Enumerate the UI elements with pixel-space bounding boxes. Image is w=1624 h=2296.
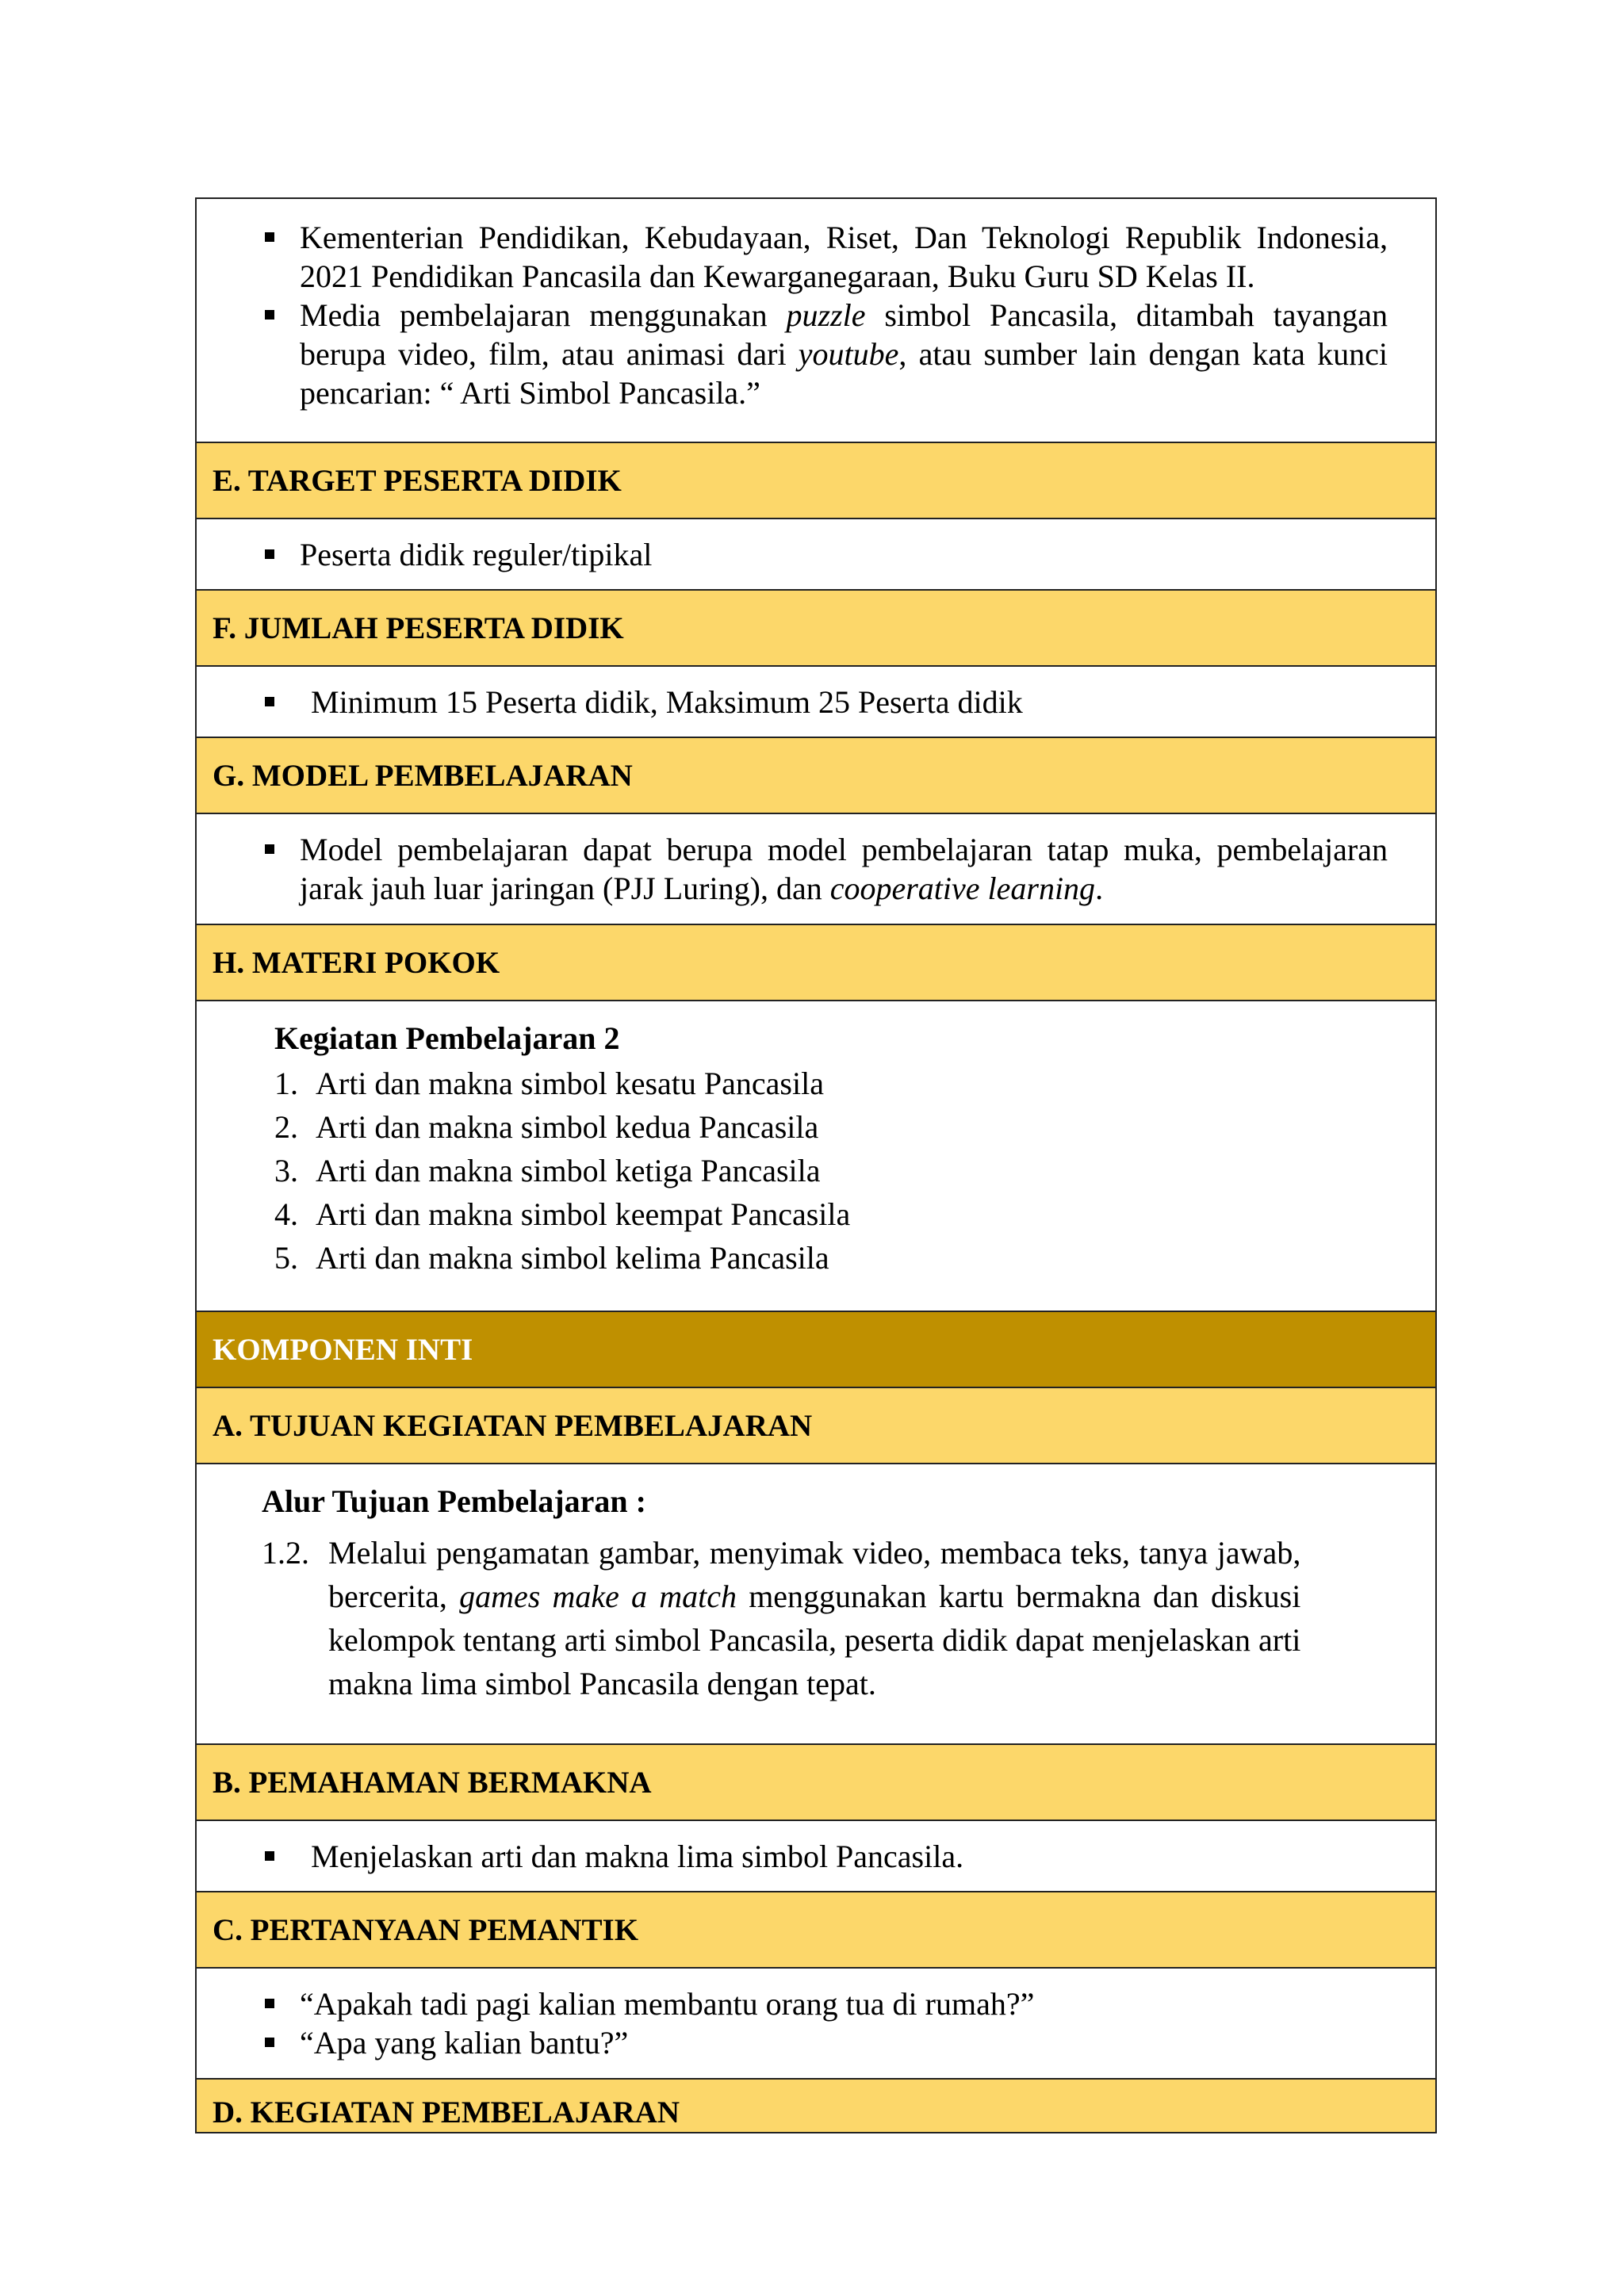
lesson-plan-table (195, 197, 1437, 2133)
section-body (196, 1820, 1436, 1892)
objective-text (328, 1531, 1300, 1705)
item-number: 5. (274, 1240, 298, 1276)
objective-line-part: bercerita, (328, 1578, 460, 1614)
section-body (196, 519, 1436, 590)
list-item (197, 830, 1435, 908)
bullet-icon (265, 232, 274, 242)
item-number: 2. (274, 1109, 298, 1145)
bullet-icon (265, 697, 274, 706)
objective-line (257, 1575, 1300, 1618)
section-title: H. MATERI POKOK (196, 924, 1436, 1001)
item-text: Arti dan makna simbol kesatu Pancasila (316, 1066, 824, 1101)
item-number: 1.2. (262, 1535, 309, 1571)
section-title: B. PEMAHAMAN BERMAKNA (196, 1744, 1436, 1820)
media-text-em: youtube (798, 336, 899, 372)
item-text: Arti dan makna simbol ketiga Pancasila (316, 1153, 821, 1188)
section-body (196, 813, 1436, 924)
section-title: A. TUJUAN KEGIATAN PEMBELAJARAN (196, 1387, 1436, 1464)
objective-line-part: menggunakan kartu bermakna dan diskusi (737, 1578, 1301, 1614)
question-text: “Apa yang kalian bantu?” (300, 2025, 629, 2061)
media-text: , atau sumber lain dengan kata kunci pencarian: “ Arti Simbol Pancasila.” (300, 336, 1388, 411)
media-text-em: puzzle (786, 297, 866, 333)
list-item (197, 683, 1435, 721)
bullet-icon (265, 310, 274, 320)
section-title: F. JUMLAH PESERTA DIDIK (196, 590, 1436, 666)
list-item (197, 2023, 1435, 2062)
list-item (197, 296, 1435, 412)
bullet-text: Menjelaskan arti dan makna lima simbol Pancasila. (311, 1838, 964, 1874)
bullet-text: Model pembelajaran dapat berupa model pembelajaran tatap muka, pembelajaran jarak jauh luar jaringan (PJJ Luring), dan (300, 832, 1388, 906)
item-number: 3. (274, 1153, 298, 1188)
list-item (197, 218, 1435, 296)
item-text: Arti dan makna simbol kedua Pancasila (316, 1109, 819, 1145)
item-text: Arti dan makna simbol kelima Pancasila (316, 1240, 829, 1276)
list-item (197, 1984, 1435, 2023)
section-body (196, 1001, 1436, 1311)
item-text: Arti dan makna simbol keempat Pancasila (316, 1196, 851, 1232)
section-title: E. TARGET PESERTA DIDIK (196, 442, 1436, 519)
reference-text: Kementerian Pendidikan, Kebudayaan, Riset, Dan Teknologi Republik Indonesia, 2021 Pendidikan Pancasila dan Kewarganegaraan, Buku Guru SD Kelas II. (300, 220, 1388, 294)
media-text: simbol Pancasila, ditambah tayangan berupa video, film, atau animasi dari (300, 297, 1388, 372)
section-title: G. MODEL PEMBELAJARAN (196, 737, 1436, 813)
section-body (196, 1464, 1436, 1744)
bullet-icon (265, 1999, 274, 2008)
subsection-title: Kegiatan Pembelajaran 2 (274, 1020, 620, 1056)
item-number: 1. (274, 1066, 298, 1101)
objective-line: kelompok tentang arti simbol Pancasila, peserta didik dapat menjelaskan arti (328, 1622, 1301, 1658)
section-body (196, 1968, 1436, 2079)
section-title: C. PERTANYAAN PEMANTIK (196, 1892, 1436, 1968)
list-item (197, 1105, 1435, 1149)
bullet-icon (265, 549, 274, 559)
item-number: 4. (274, 1196, 298, 1232)
bullet-text-em: cooperative learning (829, 871, 1096, 906)
list-item (197, 1236, 1435, 1280)
subsection-title: Alur Tujuan Pembelajaran : (262, 1483, 646, 1519)
question-text: “Apakah tadi pagi kalian membantu orang tua di rumah?” (300, 1986, 1035, 2022)
bullet-text: . (1095, 871, 1104, 906)
bullet-icon (265, 844, 274, 854)
bullet-icon (265, 1851, 274, 1861)
section-title: D. KEGIATAN PEMBELAJARAN (196, 2079, 1436, 2133)
list-item (197, 1837, 1435, 1876)
section-body (196, 666, 1436, 737)
bullet-text: Peserta didik reguler/tipikal (300, 536, 653, 572)
objective-line: Melalui pengamatan gambar, menyimak video, membaca teks, tanya jawab, (328, 1535, 1301, 1571)
komponen-inti-title: KOMPONEN INTI (196, 1311, 1436, 1387)
bullet-icon (265, 2038, 274, 2047)
list-item (197, 1062, 1435, 1105)
objective-line: makna lima simbol Pancasila dengan tepat. (328, 1666, 876, 1701)
objective-item (197, 1531, 1435, 1705)
list-item (197, 1149, 1435, 1192)
media-text: Media pembelajaran menggunakan (300, 297, 787, 333)
bullet-text: Minimum 15 Peserta didik, Maksimum 25 Peserta didik (311, 683, 1023, 720)
references-cell (196, 198, 1436, 442)
list-item (197, 535, 1435, 574)
list-item (197, 1192, 1435, 1236)
objective-line-em: games make a match (459, 1578, 737, 1614)
